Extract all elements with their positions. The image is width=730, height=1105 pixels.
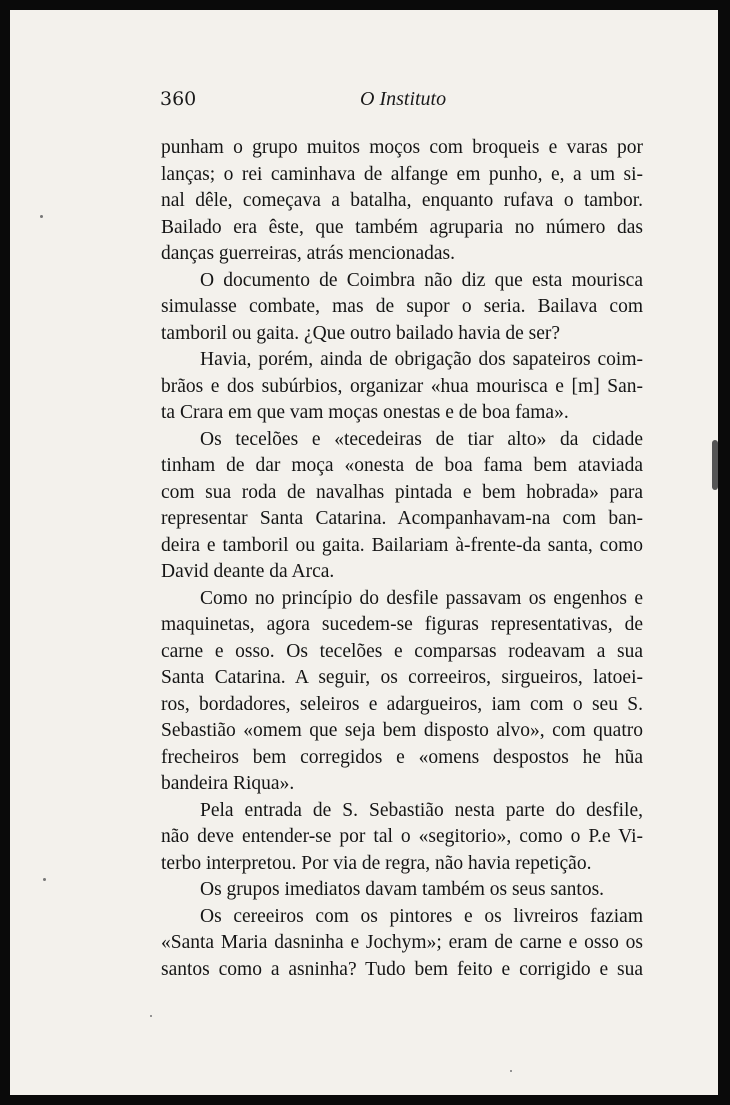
page-number: 360 — [160, 88, 197, 110]
paper-speck — [510, 1070, 512, 1072]
text-line: Pela entrada de S. Sebastião nesta parte do desfile, — [200, 799, 643, 821]
text-line: carne e osso. Os tecelões e comparsas rodeavam a sua — [161, 640, 643, 662]
text-line: santos como a asninha? Tudo bem feito e corrigido e sua — [161, 958, 643, 980]
text-line: tamboril ou gaita. ¿Que outro bailado havia de ser? — [161, 322, 561, 344]
text-line: punham o grupo muitos moços com broqueis e varas por — [161, 137, 643, 158]
text-line: deira e tamboril ou gaita. Bailariam à-frente-da santa, como — [161, 534, 643, 556]
text-line: tinham de dar moça «onesta de boa fama bem ataviada — [161, 455, 643, 476]
text-line: danças guerreiras, atrás mencionadas. — [161, 243, 455, 264]
text-line: ros, bordadores, seleiros e adargueiros, iam com o seu S. — [161, 693, 643, 715]
body-text — [161, 135, 643, 983]
text-line: O documento de Coimbra não diz que esta mourisca — [200, 269, 643, 291]
text-line: ta Crara em que vam moças onestas e de boa fama». — [161, 402, 569, 423]
running-title: O Instituto — [360, 88, 447, 110]
paper-speck — [43, 878, 46, 881]
page-edge-shadow — [712, 440, 718, 490]
text-line: terbo interpretou. Por via de regra, não havia repetição. — [161, 852, 592, 874]
text-line: frecheiros bem corregidos e «omens despostos he hũa — [161, 746, 643, 768]
text-line: Sebastião «omem que seja bem disposto alvo», com quatro — [161, 720, 643, 741]
text-line: com sua roda de navalhas pintada e bem hobrada» para — [161, 481, 643, 503]
text-line: Os tecelões e «tecedeiras de tiar alto» da cidade — [200, 428, 643, 450]
text-line: maquinetas, agora sucedem-se figuras representativas, de — [161, 614, 643, 635]
text-line: Havia, porém, ainda de obrigação dos sapateiros coim- — [200, 349, 643, 370]
text-line: David deante da Arca. — [161, 561, 335, 582]
text-line: Os cereeiros com os pintores e os livreiros faziam — [200, 905, 643, 927]
text-line: Os grupos imediatos davam também os seus santos. — [200, 879, 605, 900]
text-line: «Santa Maria dasninha e Jochym»; eram de carne e osso os — [161, 932, 643, 953]
paper-speck — [40, 215, 43, 218]
paper-speck — [150, 1015, 152, 1017]
text-line: Bailado era êste, que também agruparia no número das — [161, 216, 643, 238]
text-line: simulasse combate, mas de supor o seria. Bailava com — [161, 296, 643, 317]
text-line: brãos e dos subúrbios, organizar «hua mourisca e [m] San- — [161, 375, 643, 397]
text-line: não deve entender-se por tal o «segitorio», como o P.e Vi- — [161, 826, 643, 847]
text-line: nal dêle, começava a batalha, enquanto rufava o tambor. — [161, 190, 643, 211]
text-line: Como no princípio do desfile passavam os engenhos e — [200, 587, 643, 609]
text-line: bandeira Riqua». — [161, 773, 295, 794]
text-line: lanças; o rei caminhava de alfange em punho, e, a um si- — [161, 163, 643, 185]
text-line: representar Santa Catarina. Acompanhavam-na com ban- — [161, 508, 643, 529]
book-page — [10, 10, 718, 1095]
page-header — [160, 88, 640, 118]
text-line: Santa Catarina. A seguir, os correeiros, sirgueiros, latoei- — [161, 667, 643, 688]
